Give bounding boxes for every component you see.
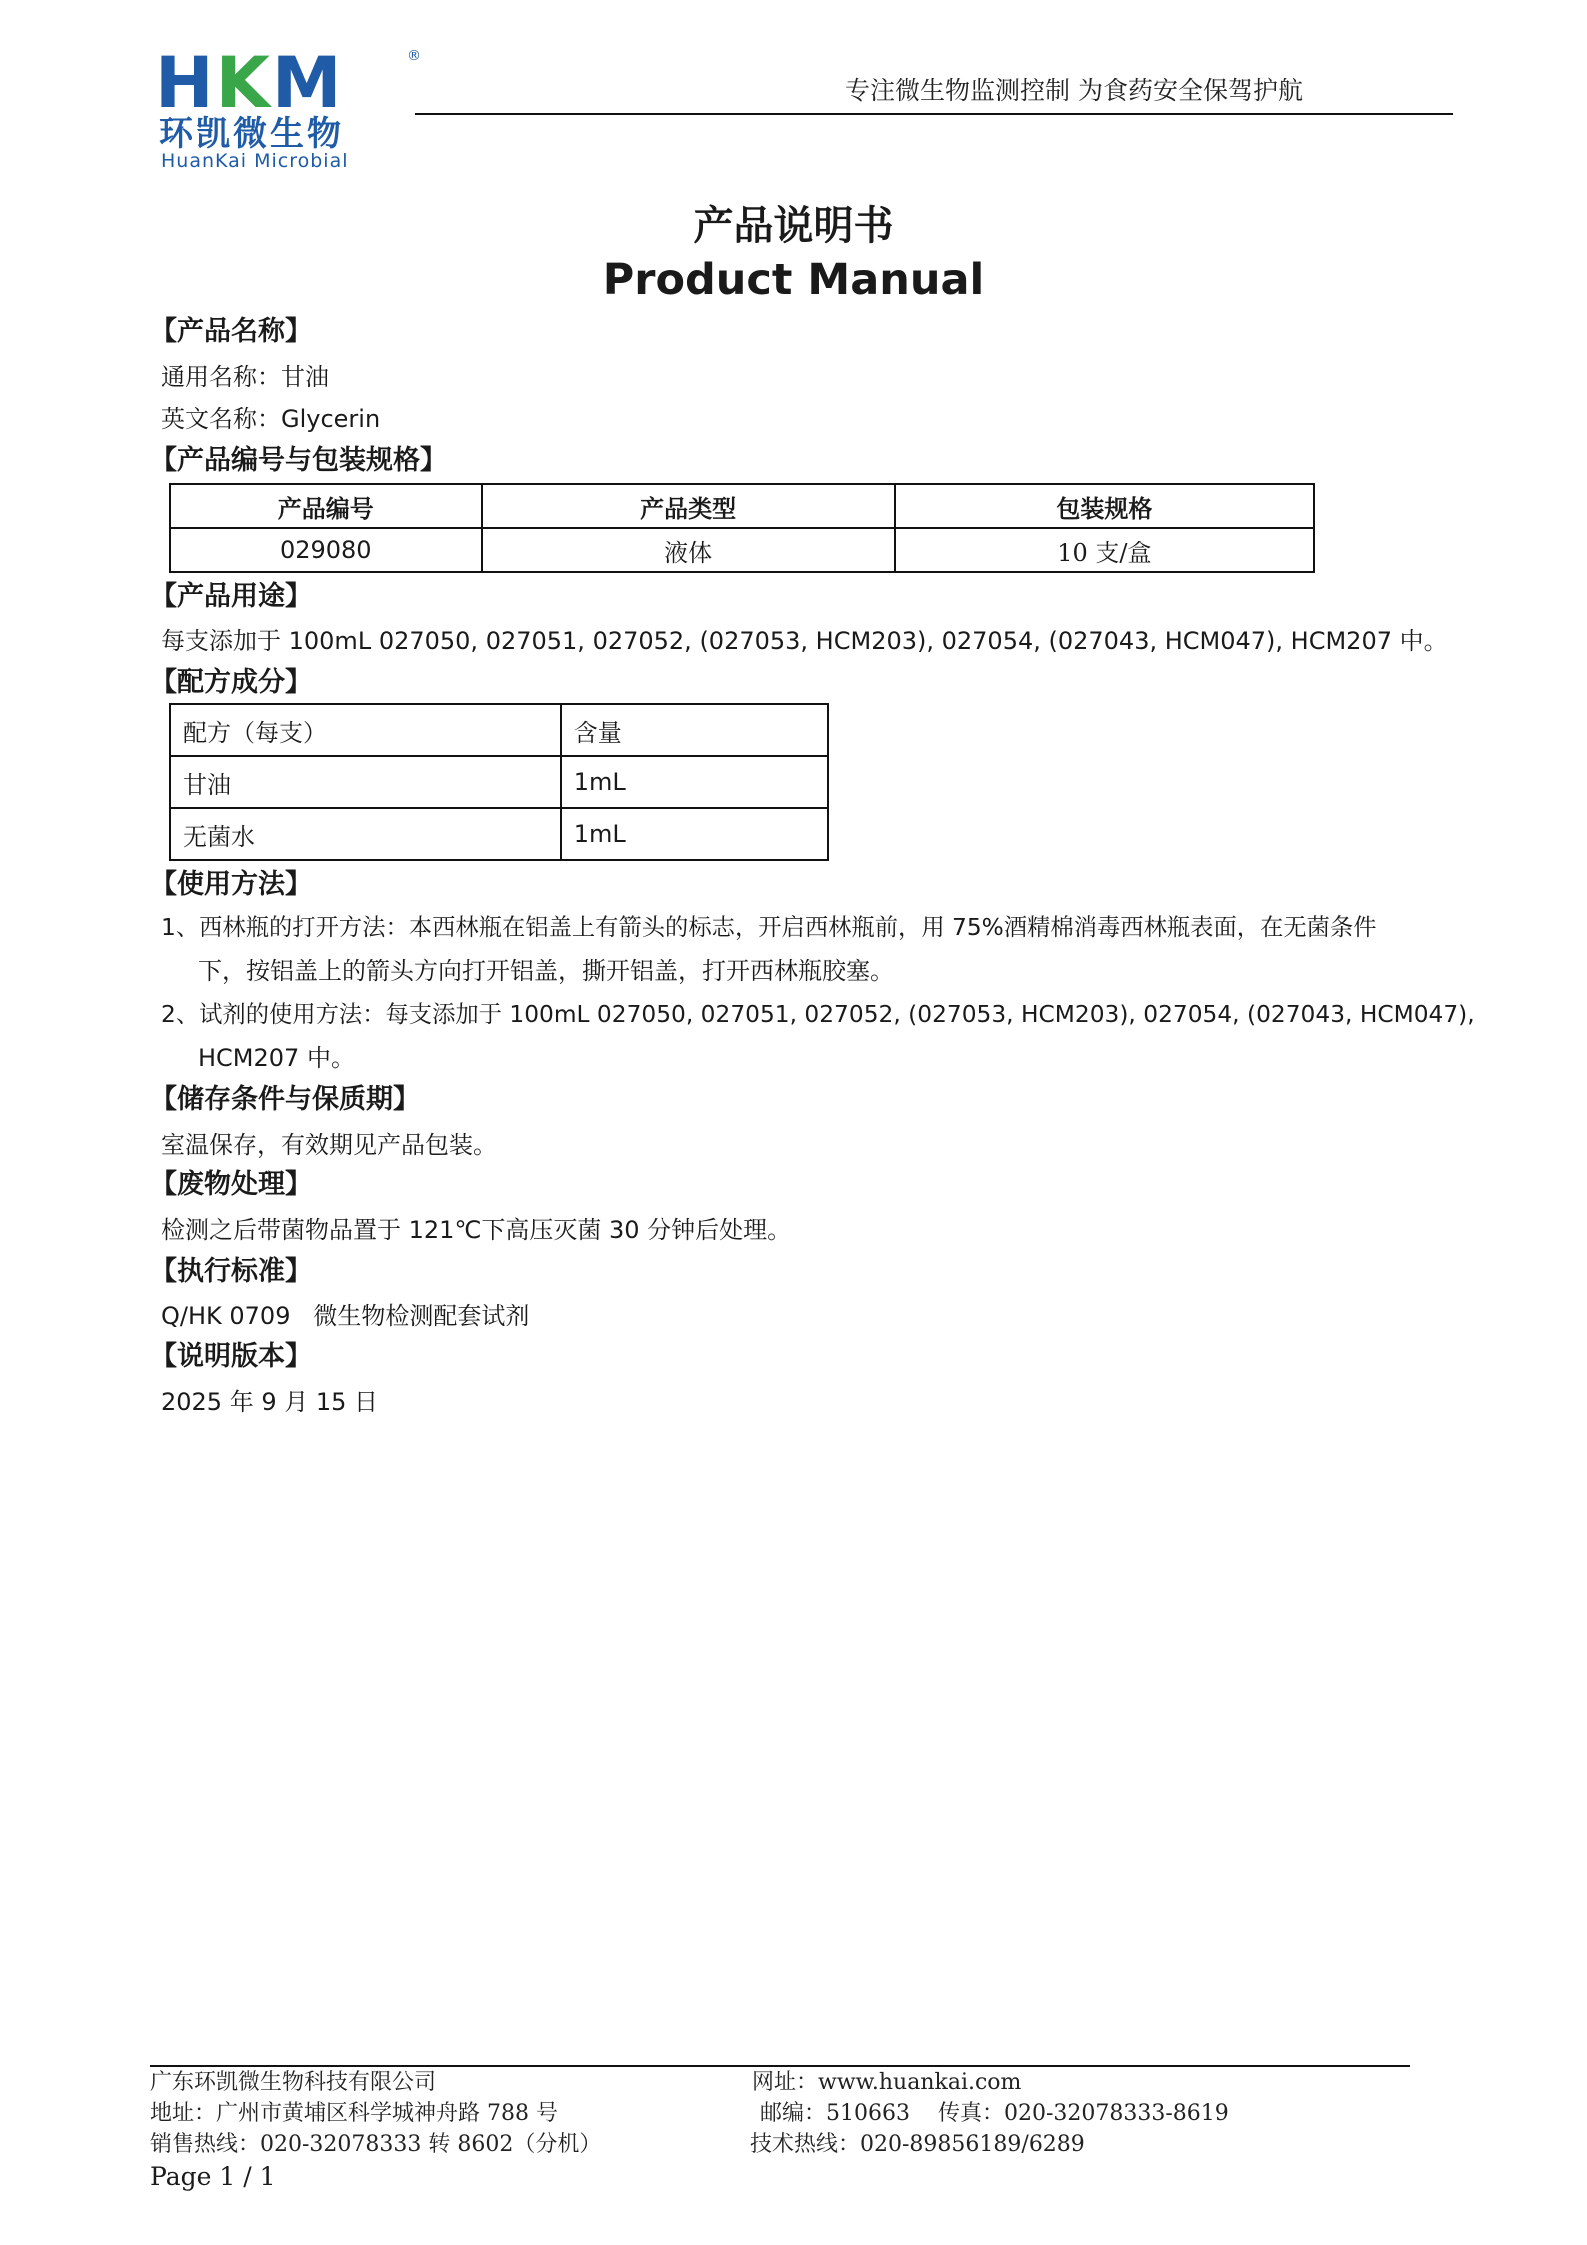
method-item-2-line-2: HCM207 中。	[198, 1044, 355, 1072]
logo-letter-k: K	[215, 42, 272, 124]
page-title-english: Product Manual	[602, 255, 985, 305]
logo-letter-h: H	[155, 42, 216, 124]
footer-divider	[150, 2065, 1410, 2067]
spec-cell-package: 10 支/盒	[895, 528, 1314, 572]
logo-letter-m: M	[271, 42, 344, 124]
page-number: Page 1 / 1	[150, 2162, 276, 2191]
formula-cell: 1mL	[561, 808, 828, 860]
spec-table	[169, 483, 1315, 573]
company-logo	[155, 42, 421, 172]
formula-cell: 无菌水	[170, 808, 561, 860]
footer-postcode-fax: 邮编：510663 传真：020-32078333-8619	[760, 2101, 1229, 2126]
footer-website: 网址：www.huankai.com	[752, 2070, 1022, 2095]
section-heading-formula: 【配方成分】	[150, 667, 312, 698]
common-name: 通用名称：甘油	[161, 363, 329, 391]
formula-header-cell: 配方（每支）	[170, 704, 561, 756]
spec-table-header-row	[170, 484, 1314, 528]
section-heading-waste: 【废物处理】	[150, 1169, 312, 1200]
table-row	[170, 808, 828, 860]
section-heading-spec: 【产品编号与包装规格】	[150, 445, 447, 476]
waste-text: 检测之后带菌物品置于 121℃下高压灭菌 30 分钟后处理。	[161, 1216, 792, 1244]
formula-cell: 1mL	[561, 756, 828, 808]
version-date: 2025 年 9 月 15 日	[161, 1388, 379, 1416]
logo-chinese-name: 环凯微生物	[159, 114, 344, 154]
logo-mark	[155, 42, 344, 124]
spec-cell-product-code: 029080	[170, 528, 482, 572]
formula-cell: 甘油	[170, 756, 561, 808]
table-row	[170, 704, 828, 756]
section-heading-product-name: 【产品名称】	[150, 316, 312, 347]
english-name: 英文名称：Glycerin	[161, 405, 381, 433]
footer-company: 广东环凯微生物科技有限公司	[150, 2070, 437, 2095]
method-item-1-line-1: 1、西林瓶的打开方法：本西林瓶在铝盖上有箭头的标志，开启西林瓶前，用 75%酒精棉消毒西林瓶表面，在无菌条件	[161, 914, 1377, 941]
header-divider	[415, 113, 1453, 115]
section-heading-standard: 【执行标准】	[150, 1256, 312, 1287]
storage-text: 室温保存，有效期见产品包装。	[161, 1131, 497, 1159]
spec-cell-product-type: 液体	[482, 528, 895, 572]
logo-english-name: HuanKai Microbial	[161, 150, 349, 172]
footer-tech-hotline: 技术热线：020-89856189/6289	[750, 2132, 1085, 2157]
method-item-2-line-1: 2、试剂的使用方法：每支添加于 100mL 027050, 027051, 027052, (027053, HCM203), 027054, (027043, HCM047),	[161, 1001, 1475, 1028]
footer-sales-hotline: 销售热线：020-32078333 转 8602（分机）	[150, 2132, 602, 2157]
section-heading-storage: 【储存条件与保质期】	[150, 1084, 420, 1115]
spec-table-row	[170, 528, 1314, 572]
table-row	[170, 756, 828, 808]
formula-table	[169, 703, 829, 861]
spec-header-cell: 包装规格	[895, 484, 1314, 528]
formula-header-cell: 含量	[561, 704, 828, 756]
page-title-chinese: 产品说明书	[693, 203, 894, 249]
spec-header-cell: 产品类型	[482, 484, 895, 528]
section-heading-method: 【使用方法】	[150, 869, 312, 900]
registered-mark: ®	[407, 48, 421, 64]
header-slogan: 专注微生物监测控制 为食药安全保驾护航	[845, 76, 1303, 105]
footer-address: 地址：广州市黄埔区科学城神舟路 788 号	[150, 2101, 558, 2126]
standard-text: Q/HK 0709 微生物检测配套试剂	[161, 1302, 530, 1330]
method-item-1-line-2: 下，按铝盖上的箭头方向打开铝盖，撕开铝盖，打开西林瓶胶塞。	[198, 957, 894, 985]
section-heading-version: 【说明版本】	[150, 1341, 312, 1372]
spec-header-cell: 产品编号	[170, 484, 482, 528]
section-heading-usage: 【产品用途】	[150, 581, 312, 612]
usage-text: 每支添加于 100mL 027050, 027051, 027052, (027053, HCM203), 027054, (027043, HCM047), HCM207 中。	[161, 627, 1448, 655]
